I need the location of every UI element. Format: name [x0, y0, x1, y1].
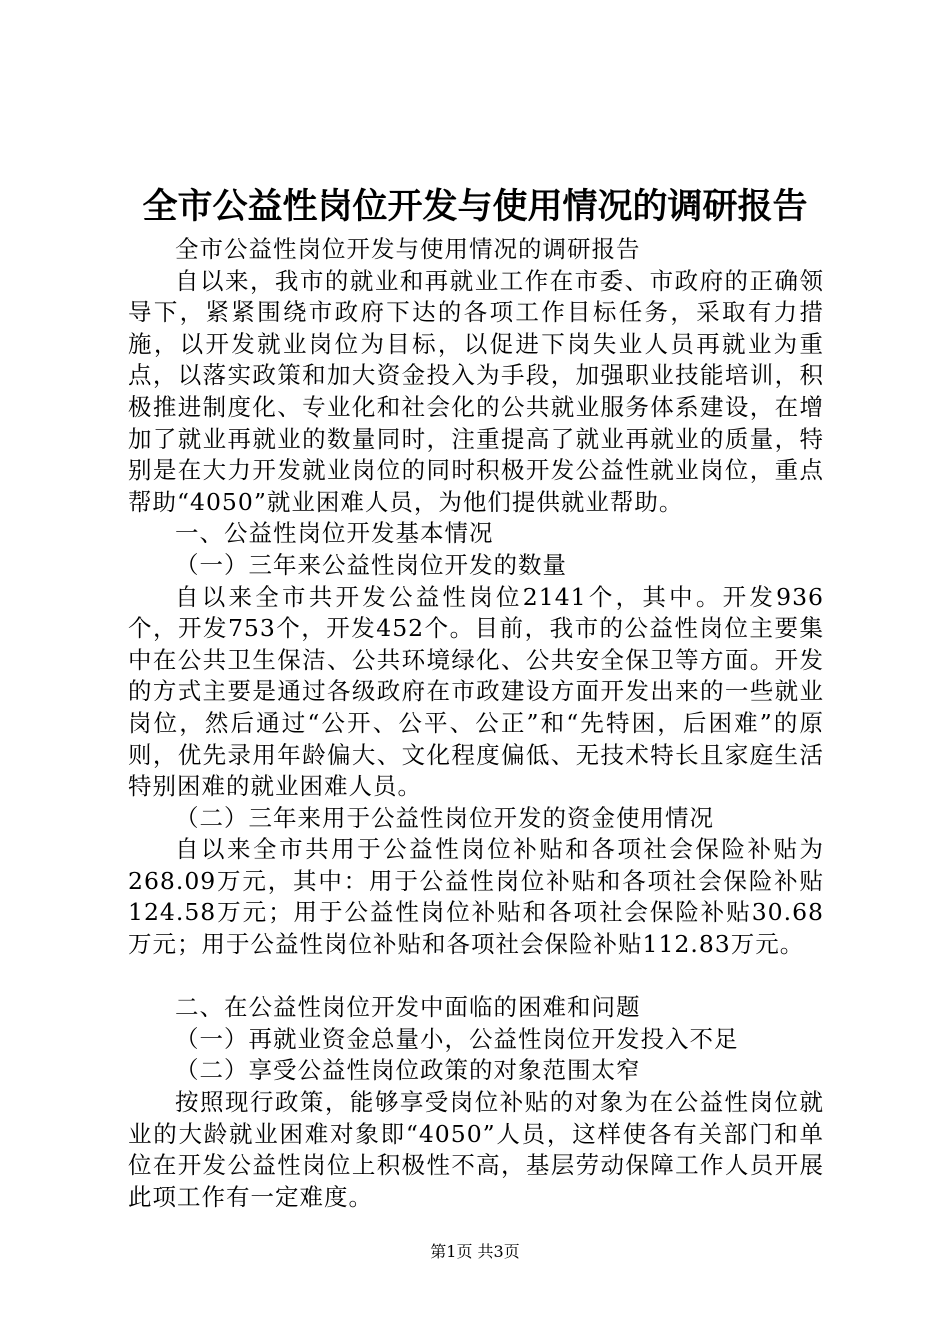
document-body — [128, 234, 824, 1213]
subsection-heading-2-2: （二）享受公益性岗位政策的对象范围太窄 — [175, 1056, 641, 1085]
section-heading-2: 二、在公益性岗位开发中面临的困难和问题 — [175, 993, 641, 1022]
subsection-heading-2-1: （一）再就业资金总量小，公益性岗位开发投入不足 — [175, 1024, 739, 1053]
body-paragraph-policy: 按照现行政策，能够享受岗位补贴的对象为在公益性岗位就业的大龄就业困难对象即“4050”人员，这样使各有关部门和单位在开发公益性岗位上积极性不高，基层劳动保障工作人员开展此项工作有一定难度。 — [128, 1088, 824, 1211]
subsection-heading-1-2: （二）三年来用于公益性岗位开发的资金使用情况 — [175, 803, 714, 832]
page-footer: 第1页 共3页 — [430, 1242, 520, 1261]
subsection-heading-1-1: （一）三年来公益性岗位开发的数量 — [175, 550, 567, 579]
document-title: 全市公益性岗位开发与使用情况的调研报告 — [142, 187, 808, 227]
body-paragraph-subtitle: 全市公益性岗位开发与使用情况的调研报告 — [175, 235, 641, 263]
section-heading-1: 一、公益性岗位开发基本情况 — [175, 519, 494, 548]
body-paragraph-intro: 自以来，我市的就业和再就业工作在市委、市政府的正确领导下，紧紧围绕市政府下达的各项工作目标任务，采取有力措施，以开发就业岗位为目标，以促进下岗失业人员再就业为重点，以落实政策和加大资金投入为手段，加强职业技能培训，积极推进制度化、专业化和社会化的公共就业服务体系建设，在增加了就业再就业的数量同时，注重提高了就业再就业的质量，特别是在大力开发就业岗位的同时积极开发公益性就业岗位，重点帮助“4050”就业困难人员，为他们提供就业帮助。 — [128, 266, 824, 516]
body-paragraph-quantity: 自以来全市共开发公益性岗位2141个，其中。开发936个，开发753个，开发452个。目前，我市的公益性岗位主要集中在公共卫生保洁、公共环境绿化、公共安全保卫等方面。开发的方式主要是通过各级政府在市政建设方面开发出来的一些就业岗位，然后通过“公开、公平、公正”和“先特困，后困难”的原则，优先录用年龄偏大、文化程度偏低、无技术特长且家庭生活特别困难的就业困难人员。 — [128, 582, 824, 801]
body-paragraph-funds: 自以来全市共用于公益性岗位补贴和各项社会保险补贴为268.09万元，其中：用于公益性岗位补贴和各项社会保险补贴124.58万元；用于公益性岗位补贴和各项社会保险补贴30.68万元；用于公益性岗位补贴和各项社会保险补贴112.83万元。 — [128, 835, 824, 959]
